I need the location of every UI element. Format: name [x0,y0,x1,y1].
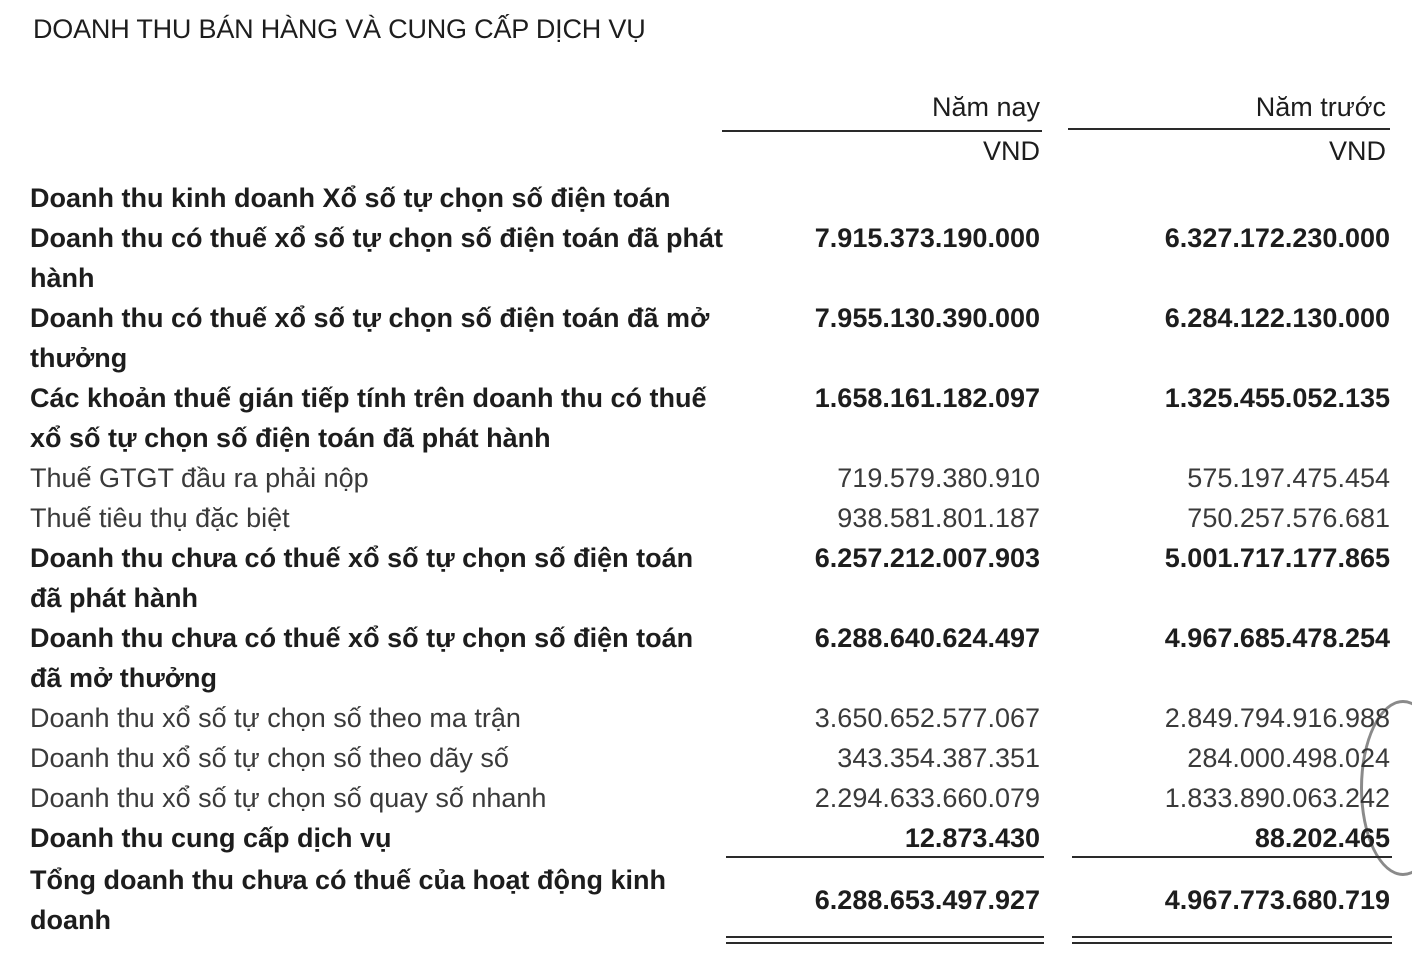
row-value-previous: 5.001.717.177.865 [1164,543,1390,573]
unit-previous-year: VND [1328,136,1386,166]
row-label: Doanh thu có thuế xổ số tự chọn số điện toán đã phát hành [30,223,724,293]
table-row [30,738,1392,778]
subtotal-rule-current [726,856,1044,858]
header-rule-current [722,130,1042,132]
table-row [30,618,1392,698]
row-value-previous: 750.257.576.681 [1187,503,1390,533]
row-value-current: 938.581.801.187 [837,503,1040,533]
row-label: Tổng doanh thu chưa có thuế của hoạt động kinh doanh [30,865,667,935]
table-row [30,778,1392,818]
row-value-current: 719.579.380.910 [837,463,1040,493]
revenue-table [30,178,1392,940]
row-label: Doanh thu có thuế xổ số tự chọn số điện toán đã mở thưởng [30,303,710,373]
column-header-current-year: Năm nay [931,92,1040,122]
table-row [30,698,1392,738]
table-row [30,378,1392,458]
row-label: Doanh thu chưa có thuế xổ số tự chọn số điện toán đã mở thưởng [30,623,694,693]
row-value-current: 6.257.212.007.903 [814,543,1040,573]
row-value-previous: 6.327.172.230.000 [1164,223,1390,253]
row-value-current: 6.288.640.624.497 [814,623,1040,653]
row-label: Thuế GTGT đầu ra phải nộp [30,463,369,493]
row-value-previous: 4.967.773.680.719 [1164,885,1390,915]
row-value-previous: 4.967.685.478.254 [1164,623,1390,653]
row-value-previous: 2.849.794.916.988 [1164,703,1390,733]
row-value-previous: 88.202.465 [1254,823,1390,853]
unit-current-year: VND [982,136,1040,166]
row-value-current: 3.650.652.577.067 [814,703,1040,733]
row-value-current: 2.294.633.660.079 [814,783,1040,813]
table-row [30,218,1392,298]
table-row [30,298,1392,378]
table-row [30,818,1392,858]
row-label: Doanh thu xổ số tự chọn số theo ma trận [30,703,521,733]
row-label: Doanh thu cung cấp dịch vụ [30,823,392,853]
total-double-rule-current [726,936,1044,944]
row-value-current: 7.955.130.390.000 [814,303,1040,333]
row-value-previous: 1.833.890.063.242 [1164,783,1390,813]
row-value-current: 7.915.373.190.000 [814,223,1040,253]
table-row [30,178,1392,218]
row-label: Thuế tiêu thụ đặc biệt [30,503,290,533]
row-value-current: 6.288.653.497.927 [814,885,1040,915]
row-value-previous: 6.284.122.130.000 [1164,303,1390,333]
column-header-previous-year: Năm trước [1255,92,1386,122]
table-row [30,498,1392,538]
row-label: Doanh thu chưa có thuế xổ số tự chọn số điện toán đã phát hành [30,543,694,613]
total-double-rule-previous [1072,936,1392,944]
page-title: DOANH THU BÁN HÀNG VÀ CUNG CẤP DỊCH VỤ [33,14,646,44]
row-value-previous: 575.197.475.454 [1187,463,1390,493]
row-label: Doanh thu xổ số tự chọn số theo dãy số [30,743,509,773]
row-value-current: 12.873.430 [904,823,1040,853]
header-rule-previous [1068,128,1390,130]
table-row [30,458,1392,498]
row-value-current: 343.354.387.351 [837,743,1040,773]
row-label: Doanh thu xổ số tự chọn số quay số nhanh [30,783,547,813]
row-value-previous: 284.000.498.024 [1187,743,1390,773]
row-label: Các khoản thuế gián tiếp tính trên doanh thu có thuế xổ số tự chọn số điện toán đã phát hành [30,383,707,453]
row-value-previous: 1.325.455.052.135 [1164,383,1390,413]
subtotal-rule-previous [1072,856,1392,858]
row-value-current: 1.658.161.182.097 [814,383,1040,413]
table-row-total [30,860,1392,940]
row-label: Doanh thu kinh doanh Xổ số tự chọn số điện toán [30,183,671,213]
table-row [30,538,1392,618]
